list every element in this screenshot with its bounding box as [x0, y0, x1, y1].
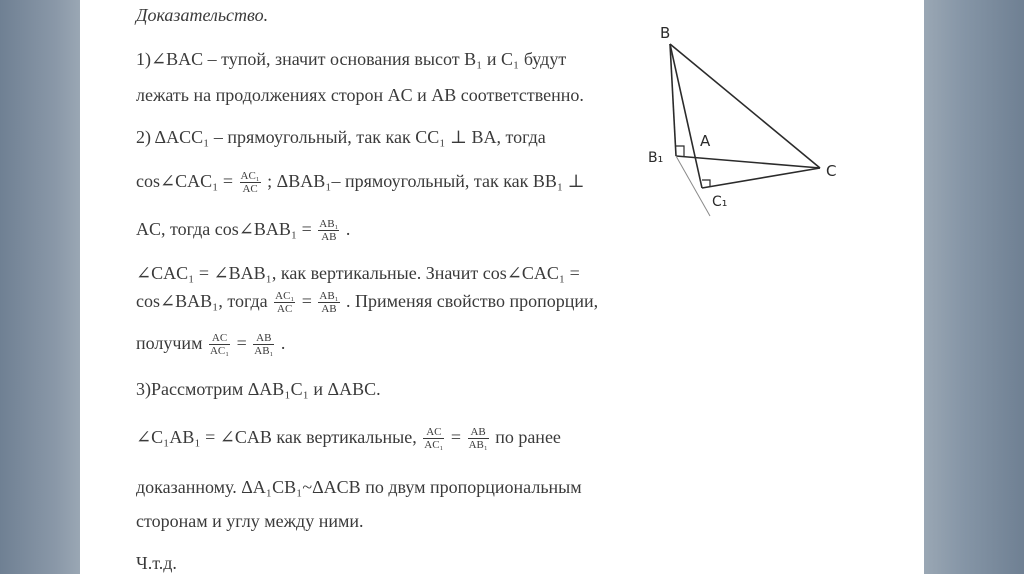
proof-line-4: [136, 170, 585, 195]
fraction-denominator: AB₁: [254, 345, 274, 358]
fraction-numerator: AC₁: [275, 290, 295, 303]
proof-title: Доказательство.: [136, 5, 269, 25]
fraction: [209, 332, 230, 357]
fraction: [423, 426, 444, 451]
fraction-numerator: AB₁: [319, 218, 339, 231]
triangle-figure: [640, 18, 860, 228]
fraction: [240, 170, 261, 195]
fraction-denominator: AC: [242, 183, 258, 196]
fraction-numerator: AB: [468, 426, 489, 439]
equals-sign: =: [450, 427, 462, 447]
fraction: [468, 426, 489, 451]
proof-line-9: 3)Рассмотрим ΔAB₁C₁ и ΔABC.: [136, 379, 381, 399]
right-angle-mark-B1: [676, 146, 684, 156]
proof-line-2: лежать на продолжениях сторон AC и AB соответственно.: [136, 85, 584, 105]
vertex-label-C: C: [826, 162, 837, 180]
fraction: [253, 332, 274, 357]
fraction: [318, 218, 339, 243]
text: получим: [136, 333, 203, 353]
proof-line-13: Ч.т.д.: [136, 553, 177, 573]
vertex-label-B: B: [660, 24, 671, 42]
edge-C1C: [702, 168, 820, 188]
fraction-denominator: AC₁: [424, 439, 444, 452]
equals-sign: =: [236, 333, 247, 353]
text: cos∠CAC₁ =: [136, 171, 234, 191]
fraction-numerator: AC: [209, 332, 230, 345]
text: .: [345, 219, 351, 239]
fraction: [318, 290, 339, 315]
proof-line-3: 2) ΔACC₁ – прямоугольный, так как CC₁ ⊥ BA, тогда: [136, 127, 546, 147]
fraction-numerator: AC₁: [240, 170, 260, 183]
text: по ранее: [495, 427, 561, 447]
text: ; ΔBAB₁– прямоугольный, так как BB₁ ⊥: [267, 171, 585, 191]
fraction-denominator: AB: [321, 303, 337, 316]
text: .: [280, 333, 286, 353]
proof-line-6: ∠CAC₁ = ∠BAB₁, как вертикальные. Значит cos∠CAC₁ =: [136, 263, 580, 283]
proof-line-5: [136, 218, 350, 243]
edge-BC: [670, 44, 820, 168]
right-angle-mark-C1: [702, 180, 710, 186]
fraction-numerator: AB: [253, 332, 274, 345]
fraction: [274, 290, 295, 315]
proof-line-10: [136, 426, 561, 451]
text: ∠C₁AB₁ = ∠CAB как вертикальные,: [136, 427, 417, 447]
vertex-label-B1: B₁: [648, 150, 664, 166]
left-margin-panel: [0, 0, 80, 574]
proof-line-1: 1)∠BAC – тупой, значит основания высот B₁ и C₁ будут: [136, 49, 567, 69]
extension-line: [676, 156, 710, 216]
fraction-numerator: AC: [423, 426, 444, 439]
fraction-denominator: AB: [321, 231, 337, 244]
proof-line-7: [136, 290, 598, 315]
text: AC, тогда cos∠BAB₁ =: [136, 219, 312, 239]
text: . Применяя свойство пропорции,: [346, 291, 599, 311]
equals-sign: =: [301, 291, 312, 311]
proof-line-8: [136, 332, 285, 357]
fraction-denominator: AC: [277, 303, 293, 316]
fraction-denominator: AB₁: [468, 439, 488, 452]
fraction-numerator: AB₁: [319, 290, 339, 303]
proof-line-11: доказанному. ΔA₁CB₁~ΔACB по двум пропорциональным: [136, 477, 582, 497]
proof-line-12: сторонам и углу между ними.: [136, 511, 364, 531]
vertex-label-C1: C₁: [712, 194, 728, 210]
right-margin-panel: [924, 0, 1024, 574]
text: cos∠BAB₁, тогда: [136, 291, 268, 311]
fraction-denominator: AC₁: [209, 345, 230, 358]
vertex-label-A: A: [700, 132, 711, 150]
